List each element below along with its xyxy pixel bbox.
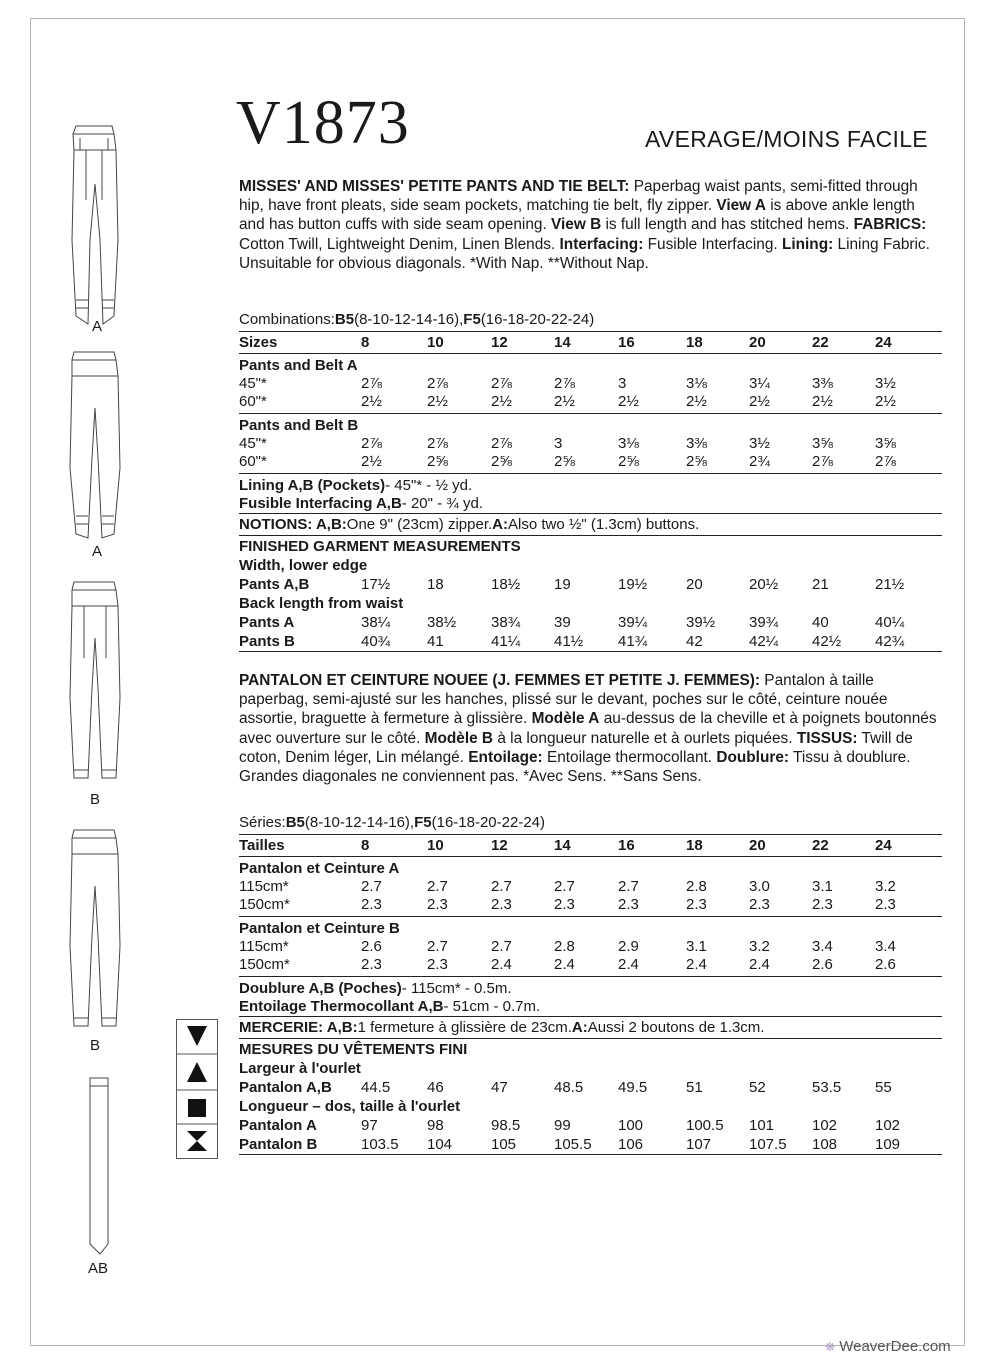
fabric-width-label: 60"* [239, 393, 267, 410]
measurement-value: 55 [875, 1079, 892, 1096]
measurement-row-label: Pants A [239, 614, 295, 631]
finished-measurements-title: MESURES DU VÊTEMENTS FINI [239, 1041, 468, 1058]
measurement-value: 42½ [812, 633, 842, 650]
finished-measurements-title: FINISHED GARMENT MEASUREMENTS [239, 538, 521, 555]
back-length-label: Longueur – dos, taille à l'ourlet [239, 1098, 461, 1115]
interfacing-label: Entoilage Thermocollant A,B [239, 998, 444, 1015]
measurement-value: 19 [554, 576, 571, 593]
size-header: 22 [812, 334, 829, 351]
figure-label-ab: AB [88, 1260, 109, 1277]
measurement-value: 104 [427, 1136, 453, 1153]
measurement-value: 107.5 [749, 1136, 787, 1153]
table-row [239, 1059, 942, 1078]
size-header: 16 [618, 334, 635, 351]
pants-view-b-front-illustration [40, 578, 150, 788]
table-row [239, 937, 942, 956]
fabric-width-label: 115cm* [239, 878, 289, 895]
fabric-group-label: Pants and Belt A [239, 357, 358, 374]
measurement-row-label: Pants A,B [239, 576, 310, 593]
yardage-value: 2½ [618, 393, 639, 410]
yardage-value: 2½ [554, 393, 575, 410]
measurement-value: 102 [812, 1117, 838, 1134]
description-text: is above ankle length and has button cuffs with side seam opening. [239, 197, 915, 234]
combinations-label: Combinations: [239, 311, 335, 328]
pants-view-a-back-illustration [40, 348, 150, 548]
table-row [239, 416, 942, 435]
lining-label: Doublure A,B (Poches) [239, 980, 402, 997]
size-header: 8 [361, 837, 370, 854]
table-rule [239, 856, 942, 857]
measurement-value: 41 [427, 633, 444, 650]
description-bold-text: MISSES' AND MISSES' PETITE PANTS AND TIE BELT: [239, 178, 630, 195]
measurement-value: 46 [427, 1079, 444, 1096]
description-bold-text: Modèle A [531, 710, 600, 728]
table-row [239, 919, 942, 938]
description-bold-text: View B [551, 216, 602, 234]
table-rule [239, 331, 942, 332]
pants-view-b-back-illustration [40, 826, 150, 1036]
measurement-value: 52 [749, 1079, 766, 1096]
yardage-value: 3.2 [749, 938, 770, 955]
yardage-value: 2.3 [686, 896, 707, 913]
table-rule [239, 413, 942, 414]
size-header: 12 [491, 334, 508, 351]
french-description [239, 671, 944, 786]
english-description [239, 177, 944, 273]
yardage-value: 2.3 [749, 896, 770, 913]
measurement-value: 103.5 [361, 1136, 399, 1153]
table-row [239, 434, 942, 453]
measurement-value: 38¾ [491, 614, 521, 631]
sizes-header-label: Sizes [239, 334, 278, 351]
yardage-value: 2⅝ [554, 453, 575, 470]
size-header: 18 [686, 334, 703, 351]
butterfly-icon: ❋ [825, 1340, 836, 1354]
table-row [239, 1135, 942, 1154]
yardage-value: 3.4 [875, 938, 896, 955]
yardage-value: 2.6 [875, 956, 896, 973]
measurement-value: 19½ [618, 576, 648, 593]
notions-text: Aussi 2 boutons de 1.3cm. [587, 1019, 765, 1036]
measurement-value: 40¾ [361, 633, 391, 650]
table-row [239, 333, 942, 352]
description-text: Fusible Interfacing. [643, 235, 782, 253]
measurement-value: 20½ [749, 576, 779, 593]
yardage-value: 2.3 [361, 956, 382, 973]
width-lower-edge-label: Width, lower edge [239, 557, 368, 574]
yardage-value: 2⅞ [427, 435, 448, 452]
yardage-value: 2⅝ [427, 453, 448, 470]
table-row [239, 1018, 942, 1037]
figure-label-a: A [92, 318, 103, 335]
notions-label: MERCERIE: A,B: [239, 1019, 358, 1036]
yardage-value: 2.7 [491, 938, 512, 955]
table-rule [239, 916, 942, 917]
table-row [239, 594, 942, 613]
yardage-value: 2⅞ [361, 375, 382, 392]
triangle-down-icon [187, 1026, 207, 1046]
interfacing-value: - 20" - ¾ yd. [401, 495, 483, 512]
interfacing-value: - 51cm - 0.7m. [443, 998, 541, 1015]
table-row [239, 859, 942, 878]
size-header: 24 [875, 334, 892, 351]
measurement-value: 97 [361, 1117, 378, 1134]
size-header: 12 [491, 837, 508, 854]
table-rule [239, 1038, 942, 1039]
yardage-value: 2.7 [618, 878, 639, 895]
table-row [239, 1116, 942, 1135]
table-row [239, 392, 942, 411]
figure-label-b-2: B [90, 1037, 101, 1054]
measurement-value: 102 [875, 1117, 901, 1134]
description-bold-text: Doublure: [716, 748, 790, 766]
size-header: 24 [875, 837, 892, 854]
brand-watermark [825, 1338, 951, 1355]
yardage-value: 2½ [361, 393, 382, 410]
table-row [239, 813, 942, 832]
figure-label-b: B [90, 791, 101, 808]
size-range-b5-sizes: (8-10-12-14-16), [304, 814, 415, 831]
table-rule [239, 1016, 942, 1017]
table-row [239, 979, 942, 998]
measurement-value: 17½ [361, 576, 391, 593]
square-icon [188, 1099, 206, 1117]
measurement-value: 98 [427, 1117, 444, 1134]
yardage-value: 2.3 [875, 896, 896, 913]
yardage-value: 2⅝ [618, 453, 639, 470]
yardage-value: 3⅜ [686, 435, 707, 452]
yardage-value: 3⅝ [812, 435, 833, 452]
yardage-value: 2.3 [554, 896, 575, 913]
measurement-value: 108 [812, 1136, 838, 1153]
measurement-value: 49.5 [618, 1079, 648, 1096]
size-header: 18 [686, 837, 703, 854]
size-range-f5-sizes: (16-18-20-22-24) [480, 311, 595, 328]
table-row [239, 632, 942, 651]
notions-text: 1 fermeture à glissière de 23cm. [357, 1019, 572, 1036]
yardage-value: 2.3 [491, 896, 512, 913]
measurement-value: 47 [491, 1079, 508, 1096]
size-header: 14 [554, 334, 571, 351]
measurement-value: 38½ [427, 614, 457, 631]
yardage-value: 2.4 [749, 956, 770, 973]
yardage-value: 2.6 [361, 938, 382, 955]
table-row [239, 1097, 942, 1116]
description-bold-text: FABRICS: [853, 216, 927, 234]
table-row [239, 356, 942, 375]
table-rule [239, 535, 942, 536]
description-text: Entoilage thermocollant. [542, 748, 717, 766]
yardage-value: 2⅞ [554, 375, 575, 392]
yardage-value: 2.8 [686, 878, 707, 895]
yardage-value: 2.8 [554, 938, 575, 955]
notions-view-a: A: [571, 1019, 588, 1036]
measurement-value: 40 [812, 614, 829, 631]
yardage-value: 3.2 [875, 878, 896, 895]
notions-label: NOTIONS: A,B: [239, 516, 347, 533]
size-header: 10 [427, 837, 444, 854]
yardage-value: 3.1 [812, 878, 833, 895]
measurement-value: 101 [749, 1117, 775, 1134]
measurement-value: 41½ [554, 633, 584, 650]
measurement-value: 21 [812, 576, 829, 593]
description-text: Cotton Twill, Lightweight Denim, Linen Blends. [239, 235, 560, 253]
table-rule [239, 513, 942, 514]
fabric-width-label: 115cm* [239, 938, 289, 955]
yardage-value: 3½ [875, 375, 896, 392]
size-header: 16 [618, 837, 635, 854]
table-row [239, 515, 942, 534]
yardage-value: 3¼ [749, 375, 770, 392]
yardage-value: 3 [554, 435, 563, 452]
description-bold-text: Entoilage: [468, 748, 543, 766]
yardage-value: 3 [618, 375, 627, 392]
yardage-value: 2.4 [491, 956, 512, 973]
difficulty-label: AVERAGE/MOINS FACILE [645, 126, 928, 152]
hourglass-icon [187, 1131, 207, 1151]
description-bold-text: Lining: [781, 235, 834, 253]
description-bold-text: TISSUS: [796, 729, 858, 747]
fabric-width-label: 150cm* [239, 896, 290, 913]
size-header: 8 [361, 334, 370, 351]
description-bold-text: Interfacing: [559, 235, 644, 253]
table-row [239, 1040, 942, 1059]
measurement-value: 39 [554, 614, 571, 631]
measurement-value: 21½ [875, 576, 905, 593]
yardage-value: 2.6 [812, 956, 833, 973]
yardage-value: 2.4 [554, 956, 575, 973]
measurement-value: 100.5 [686, 1117, 724, 1134]
yardage-value: 2.3 [618, 896, 639, 913]
yardage-value: 2⅝ [686, 453, 707, 470]
measurement-value: 44.5 [361, 1079, 391, 1096]
yardage-value: 2.7 [554, 878, 575, 895]
table-row [239, 374, 942, 393]
measurement-value: 105 [491, 1136, 517, 1153]
table-row [239, 1078, 942, 1097]
yardage-value: 3.0 [749, 878, 770, 895]
interfacing-label: Fusible Interfacing A,B [239, 495, 402, 512]
yardage-value: 2⅞ [875, 453, 896, 470]
yardage-value: 2½ [686, 393, 707, 410]
table-row [239, 997, 942, 1016]
measurement-value: 98.5 [491, 1117, 521, 1134]
yardage-value: 3⅛ [686, 375, 707, 392]
yardage-value: 2.7 [491, 878, 512, 895]
yardage-value: 2⅞ [491, 375, 512, 392]
fabric-width-label: 45"* [239, 435, 267, 452]
yardage-value: 2⅞ [361, 435, 382, 452]
description-bold-text: View A [716, 197, 766, 215]
series-label: Séries: [239, 814, 286, 831]
brand-name: WeaverDee.com [839, 1338, 951, 1355]
nap-symbols-panel [176, 1019, 218, 1159]
table-rule [239, 1154, 942, 1155]
table-row [239, 836, 942, 855]
table-rule [239, 834, 942, 835]
table-rule [239, 473, 942, 474]
table-row [239, 556, 942, 575]
table-row [239, 537, 942, 556]
yardage-value: 2.3 [361, 896, 382, 913]
fabric-group-label: Pantalon et Ceinture B [239, 920, 400, 937]
yardage-value: 3½ [749, 435, 770, 452]
table-row [239, 452, 942, 471]
measurement-row-label: Pantalon A [239, 1117, 317, 1134]
figure-label-a-2: A [92, 543, 103, 560]
yardage-value: 2.4 [686, 956, 707, 973]
yardage-value: 2.7 [361, 878, 382, 895]
description-text: Pantalon à taille paperbag, semi-ajusté sur les hanches, plissé sur le devant, poches sur le côté, ceinture nouée assortie, braguette à fermeture à glissière. [239, 672, 888, 728]
measurement-value: 20 [686, 576, 703, 593]
lining-value: - 115cm* - 0.5m. [401, 980, 512, 997]
yardage-value: 3.4 [812, 938, 833, 955]
yardage-value: 2½ [875, 393, 896, 410]
yardage-value: 2⅞ [491, 435, 512, 452]
measurement-row-label: Pants B [239, 633, 295, 650]
lining-label: Lining A,B (Pockets) [239, 477, 386, 494]
measurement-value: 41¾ [618, 633, 648, 650]
description-text: Lining Fabric. Unsuitable for obvious diagonals. *With Nap. **Without Nap. [239, 235, 930, 272]
measurement-value: 39¼ [618, 614, 648, 631]
notions-view-a: A: [492, 516, 508, 533]
size-header: 22 [812, 837, 829, 854]
notions-text: Also two ½" (1.3cm) buttons. [508, 516, 700, 533]
description-bold-text: PANTALON ET CEINTURE NOUEE (J. FEMMES ET PETITE J. FEMMES): [239, 672, 761, 689]
table-rule [239, 976, 942, 977]
pants-view-a-cuffed-illustration [40, 120, 150, 340]
tie-belt-illustration [80, 1074, 120, 1259]
size-header: 20 [749, 334, 766, 351]
measurement-value: 18½ [491, 576, 521, 593]
measurement-value: 51 [686, 1079, 703, 1096]
measurement-value: 105.5 [554, 1136, 592, 1153]
table-row [239, 310, 942, 329]
measurement-value: 109 [875, 1136, 901, 1153]
yardage-value: 2⅞ [812, 453, 833, 470]
back-length-label: Back length from waist [239, 595, 404, 612]
yardage-value: 2½ [491, 393, 512, 410]
measurement-value: 40¼ [875, 614, 905, 631]
size-range-f5: F5 [463, 311, 481, 328]
measurement-value: 99 [554, 1117, 571, 1134]
yardage-value: 2½ [812, 393, 833, 410]
size-header: 20 [749, 837, 766, 854]
measurement-value: 39¾ [749, 614, 779, 631]
measurement-value: 42 [686, 633, 703, 650]
yardage-value: 2.3 [427, 956, 448, 973]
table-row [239, 895, 942, 914]
fabric-group-label: Pants and Belt B [239, 417, 359, 434]
yardage-value: 2⅞ [427, 375, 448, 392]
pattern-number: V1873 [236, 89, 410, 157]
yardage-value: 2.3 [427, 896, 448, 913]
description-text: au-dessus de la cheville et à poignets boutonnés avec ouverture sur le côté. [239, 710, 937, 747]
measurement-row-label: Pantalon A,B [239, 1079, 332, 1096]
measurement-row-label: Pantalon B [239, 1136, 318, 1153]
description-bold-text: Modèle B [424, 729, 494, 747]
table-rule [239, 353, 942, 354]
size-range-b5: B5 [334, 311, 355, 328]
yardage-value: 2.7 [427, 878, 448, 895]
table-rule [239, 651, 942, 652]
yardage-value: 3.1 [686, 938, 707, 955]
fabric-width-label: 45"* [239, 375, 267, 392]
nap-symbols [177, 1020, 217, 1158]
measurement-value: 53.5 [812, 1079, 842, 1096]
measurement-value: 106 [618, 1136, 644, 1153]
width-lower-edge-label: Largeur à l'ourlet [239, 1060, 361, 1077]
table-row [239, 877, 942, 896]
measurement-value: 100 [618, 1117, 644, 1134]
yardage-value: 3⅝ [875, 435, 896, 452]
table-row [239, 575, 942, 594]
yardage-value: 2.4 [618, 956, 639, 973]
measurement-value: 107 [686, 1136, 712, 1153]
size-header: 14 [554, 837, 571, 854]
description-text: Tissu à doublure. Grandes diagonales ne conviennent pas. *Avec Sens. **Sans Sens. [239, 748, 911, 786]
yardage-value: 2½ [427, 393, 448, 410]
description-text: is full length and has stitched hems. [601, 216, 854, 234]
notions-text: One 9" (23cm) zipper. [346, 516, 493, 533]
lining-value: - 45"* - ½ yd. [385, 477, 473, 494]
size-header: 10 [427, 334, 444, 351]
measurement-value: 18 [427, 576, 444, 593]
measurement-value: 48.5 [554, 1079, 584, 1096]
description-text: Twill de coton, Denim léger, Lin mélangé. [239, 729, 913, 766]
yardage-value: 2½ [749, 393, 770, 410]
table-row [239, 955, 942, 974]
table-row [239, 613, 942, 632]
size-range-b5-sizes: (8-10-12-14-16), [354, 311, 464, 328]
yardage-value: 2½ [361, 453, 382, 470]
sizes-header-label: Tailles [239, 837, 285, 854]
fabric-group-label: Pantalon et Ceinture A [239, 860, 400, 877]
measurement-value: 38¼ [361, 614, 391, 631]
fabric-width-label: 150cm* [239, 956, 290, 973]
measurement-value: 39½ [686, 614, 716, 631]
triangle-up-icon [187, 1062, 207, 1082]
measurement-value: 41¼ [491, 633, 521, 650]
yardage-value: 2⅝ [491, 453, 512, 470]
description-text: à la longueur naturelle et à ourlets piquées. [493, 729, 797, 747]
table-row [239, 494, 942, 513]
yardage-value: 2.7 [427, 938, 448, 955]
description-text: Paperbag waist pants, semi-fitted through hip, have front pleats, side seam pockets, matching tie belt, fly zipper. [239, 178, 918, 215]
measurement-value: 42¾ [875, 633, 905, 650]
size-range-b5: B5 [285, 814, 305, 831]
measurement-value: 42¼ [749, 633, 779, 650]
fabric-width-label: 60"* [239, 453, 267, 470]
yardage-value: 2.9 [618, 938, 639, 955]
yardage-value: 2.3 [812, 896, 833, 913]
size-range-f5: F5 [414, 814, 432, 831]
yardage-value: 3⅛ [618, 435, 639, 452]
table-row [239, 476, 942, 495]
size-range-f5-sizes: (16-18-20-22-24) [431, 814, 546, 831]
yardage-value: 3⅜ [812, 375, 833, 392]
yardage-value: 2¾ [749, 453, 770, 470]
